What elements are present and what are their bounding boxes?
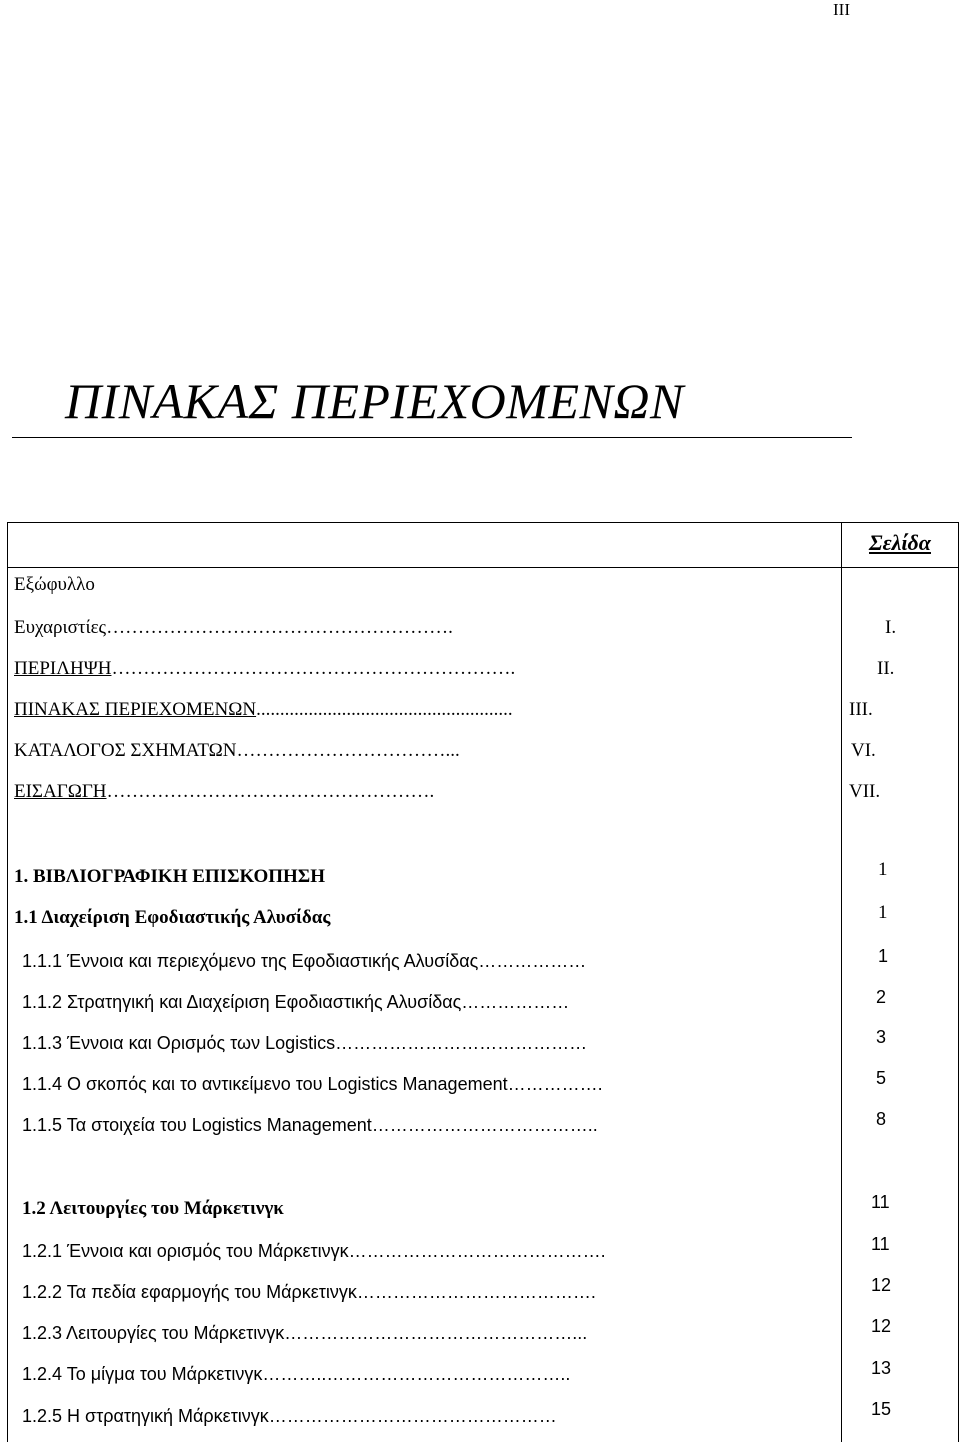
page-column-header: Σελίδα (869, 530, 931, 555)
toc-entry-section-1-1: 1.1 Διαχείριση Εφοδιαστικής Αλυσίδας (14, 907, 331, 928)
toc-top-border (7, 522, 959, 523)
toc-entry-section-1-1-1: 1.1.1 Έννοια και περιεχόμενο της Εφοδιαστικής Αλυσίδας……………… (22, 951, 587, 971)
toc-entry-section-1-2: 1.2 Λειτουργίες του Μάρκετινγκ (22, 1198, 284, 1219)
toc-page-number: II. (877, 658, 895, 679)
title-underline (12, 437, 852, 438)
toc-entry-section-1-2-5: 1.2.5 Η στρατηγική Μάρκετινγκ………………………………………… (22, 1406, 557, 1426)
toc-leader: ………………………………………………. (106, 617, 453, 638)
toc-page-number: 12 (871, 1316, 892, 1336)
toc-leader: ……………………………... (236, 740, 460, 761)
toc-entry-section-1-2-2: 1.2.2 Τα πεδία εφαρμογής του Μάρκετινγκ…………………………………. (22, 1282, 596, 1302)
toc-page-number: 15 (871, 1399, 892, 1419)
toc-entry-section-1-1-3: 1.1.3 Έννοια και Ορισμός των Logistics…………………………………… (22, 1033, 588, 1053)
toc-page-number: 11 (871, 1234, 890, 1254)
toc-page-number: 8 (876, 1109, 887, 1129)
toc-entry-section-1: 1. ΒΙΒΛΙΟΓΡΑΦΙΚΗ ΕΠΙΣΚΟΠΗΣΗ (14, 866, 325, 887)
toc-leader: ……………………………………………. (106, 781, 435, 802)
toc-page-number: 3 (876, 1027, 887, 1047)
toc-page-number: 11 (871, 1192, 890, 1212)
toc-leader: ………………………………………………………. (111, 658, 516, 679)
toc-entry-section-1-1-2: 1.1.2 Στρατηγική και Διαχείριση Εφοδιαστικής Αλυσίδας……………… (22, 992, 570, 1012)
toc-entry-abstract (14, 658, 515, 680)
toc-entry-contents (14, 699, 513, 721)
toc-entry-acknowledgements (14, 617, 453, 639)
toc-entry-section-1-1-4: 1.1.4 Ο σκοπός και το αντικείμενο του Logistics Management……………. (22, 1074, 603, 1094)
toc-entry-label: Ευχαριστίες (14, 617, 107, 638)
page-number: III (833, 0, 850, 19)
toc-page-number: 2 (876, 987, 887, 1007)
toc-entry-label: ΚΑΤΑΛΟΓΟΣ ΣΧΗΜΑΤΩΝ (14, 740, 237, 761)
page-title: ΠΙΝΑΚΑΣ ΠΕΡΙΕΧΟΜΕΝΩΝ (65, 373, 684, 429)
header-row-divider (7, 567, 959, 568)
toc-entry-introduction (14, 781, 434, 803)
toc-entry-label: Εξώφυλλο (14, 574, 95, 595)
toc-leader: ...................................................... (256, 699, 513, 720)
toc-page-number: I. (885, 617, 897, 638)
toc-page-number: 1 (878, 859, 888, 880)
toc-page-number: III. (849, 699, 873, 720)
toc-entry-label: ΠΙΝΑΚΑΣ ΠΕΡΙΕΧΟΜΕΝΩΝ (14, 699, 257, 720)
toc-entry-cover (14, 574, 95, 596)
toc-entry-label: ΕΙΣΑΓΩΓΗ (14, 781, 107, 802)
toc-entry-section-1-1-5: 1.1.5 Τα στοιχεία του Logistics Management……………………………….. (22, 1115, 598, 1135)
toc-entry-section-1-2-4: 1.2.4 Το μίγμα του Μάρκετινγκ………..………………………………….. (22, 1364, 571, 1384)
toc-page-number: VI. (851, 740, 876, 761)
toc-page-number: 1 (878, 946, 889, 966)
page-column-divider (841, 522, 842, 1442)
toc-page-number: VII. (849, 781, 881, 802)
toc-entry-figures (14, 740, 460, 762)
toc-entry-label: ΠΕΡΙΛΗΨΗ (14, 658, 112, 679)
toc-page-number: 5 (876, 1068, 887, 1088)
toc-page-number: 12 (871, 1275, 892, 1295)
toc-entry-section-1-2-3: 1.2.3 Λειτουργίες του Μάρκετινγκ…………………………………………... (22, 1323, 588, 1343)
toc-page-number: 13 (871, 1358, 892, 1378)
toc-entry-section-1-2-1: 1.2.1 Έννοια και ορισμός του Μάρκετινγκ……………………………………. (22, 1241, 606, 1261)
toc-page-number: 1 (878, 902, 888, 923)
